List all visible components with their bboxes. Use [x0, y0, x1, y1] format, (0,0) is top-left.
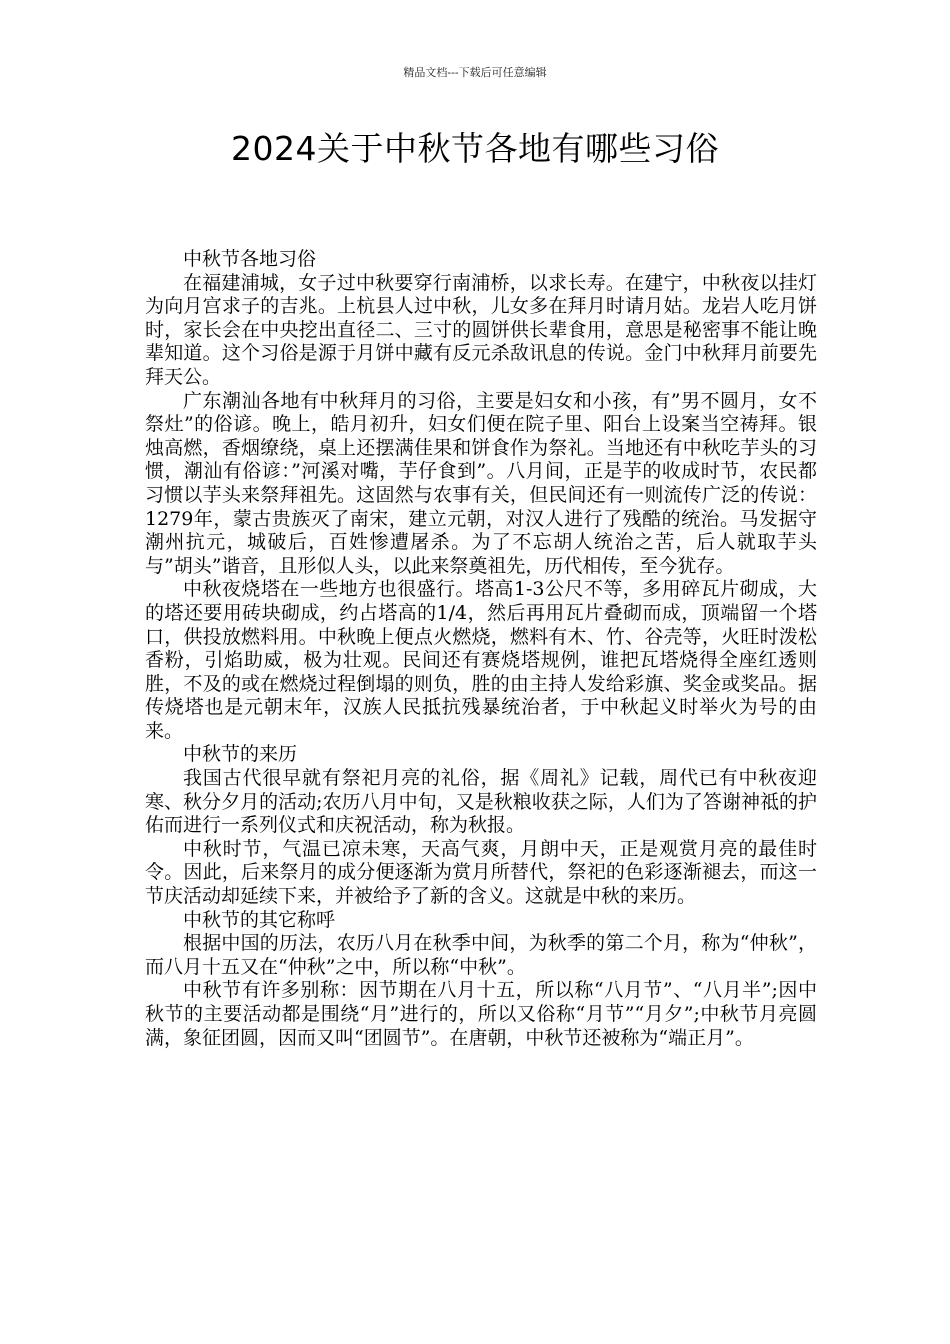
paragraph-alternative-names: 中秋节有许多别称：因节期在八月十五，所以称“八月节”、“八月半”;因中秋节的主要活动都是围绕“月”进行的，所以又俗称“月节”“月夕”;中秋节月亮圆满，象征团圆，因而又叫“团圆节”。在唐朝，中秋节还被称为“端正月”。 [145, 979, 817, 1049]
paragraph-ancient-moon-rites: 我国古代很早就有祭祀月亮的礼俗，据《周礼》记载，周代已有中秋夜迎寒、秋分夕月的活动;农历八月中旬，又是秋粮收获之际，人们为了答谢神祗的护佑而进行一系列仪式和庆祝活动，称为秋报。 [145, 767, 817, 837]
document-body [145, 248, 817, 1050]
paragraph-calendar-naming: 根据中国的历法，农历八月在秋季中间，为秋季的第二个月，称为“仲秋”，而八月十五又在“仲秋”之中，所以称“中秋”。 [145, 932, 817, 978]
document-title: 2024关于中秋节各地有哪些习俗 [231, 129, 719, 168]
section-heading-origin: 中秋节的来历 [183, 743, 298, 766]
section-heading-local-customs: 中秋节各地习俗 [183, 248, 317, 270]
paragraph-chaoshan-customs: 广东潮汕各地有中秋拜月的习俗，主要是妇女和小孩，有”男不圆月，女不祭灶”的俗谚。晚上，皓月初升，妇女们便在院子里、阳台上设案当空祷拜。银烛高燃，香烟缭绕，桌上还摆满佳果和饼食作为祭礼。当地还有中秋吃芋头的习惯，潮汕有俗谚：”河溪对嘴，芋仔食到”。八月间，正是芋的收成时节，农民都习惯以芋头来祭拜祖先。这固然与农事有关，但民间还有一则流传广泛的传说：1279年，蒙古贵族灭了南宋，建立元朝，对汉人进行了残酷的统治。马发据守潮州抗元，城破后，百姓惨遭屠杀。为了不忘胡人统治之苦，后人就取芋头与”胡头”谐音，且形似人头，以此来祭奠祖先，历代相传，至今犹存。 [145, 389, 817, 577]
paragraph-moon-viewing: 中秋时节，气温已凉未寒，天高气爽，月朗中天，正是观赏月亮的最佳时令。因此，后来祭月的成分便逐渐为赏月所替代，祭祀的色彩逐渐褪去，而这一节庆活动却延续下来，并被给予了新的含义。这就是中秋的来历。 [145, 837, 817, 908]
header-note: 精品文档---下载后可任意编辑 [403, 66, 547, 79]
section-heading-other-names: 中秋节的其它称呼 [183, 908, 336, 931]
paragraph-tower-burning: 中秋夜烧塔在一些地方也很盛行。塔高1-3公尺不等，多用碎瓦片砌成，大的塔还要用砖块砌成，约占塔高的1/4，然后再用瓦片叠砌而成，顶端留一个塔口，供投放燃料用。中秋晚上便点火燃烧，燃料有木、竹、谷壳等，火旺时泼松香粉，引焰助威，极为壮观。民间还有赛烧塔规例，谁把瓦塔烧得全座红透则胜，不及的或在燃烧过程倒塌的则负，胜的由主持人发给彩旗、奖金或奖品。据传烧塔也是元朝末年，汉族人民抵抗残暴统治者，于中秋起义时举火为号的由来。 [145, 578, 817, 742]
paragraph-fujian-customs: 在福建浦城，女子过中秋要穿行南浦桥，以求长寿。在建宁，中秋夜以挂灯为向月宫求子的吉兆。上杭县人过中秋，儿女多在拜月时请月姑。龙岩人吃月饼时，家长会在中央挖出直径二、三寸的圆饼供长辈食用，意思是秘密事不能让晚辈知道。这个习俗是源于月饼中藏有反元杀敌讯息的传说。金门中秋拜月前要先拜天公。 [145, 271, 817, 388]
